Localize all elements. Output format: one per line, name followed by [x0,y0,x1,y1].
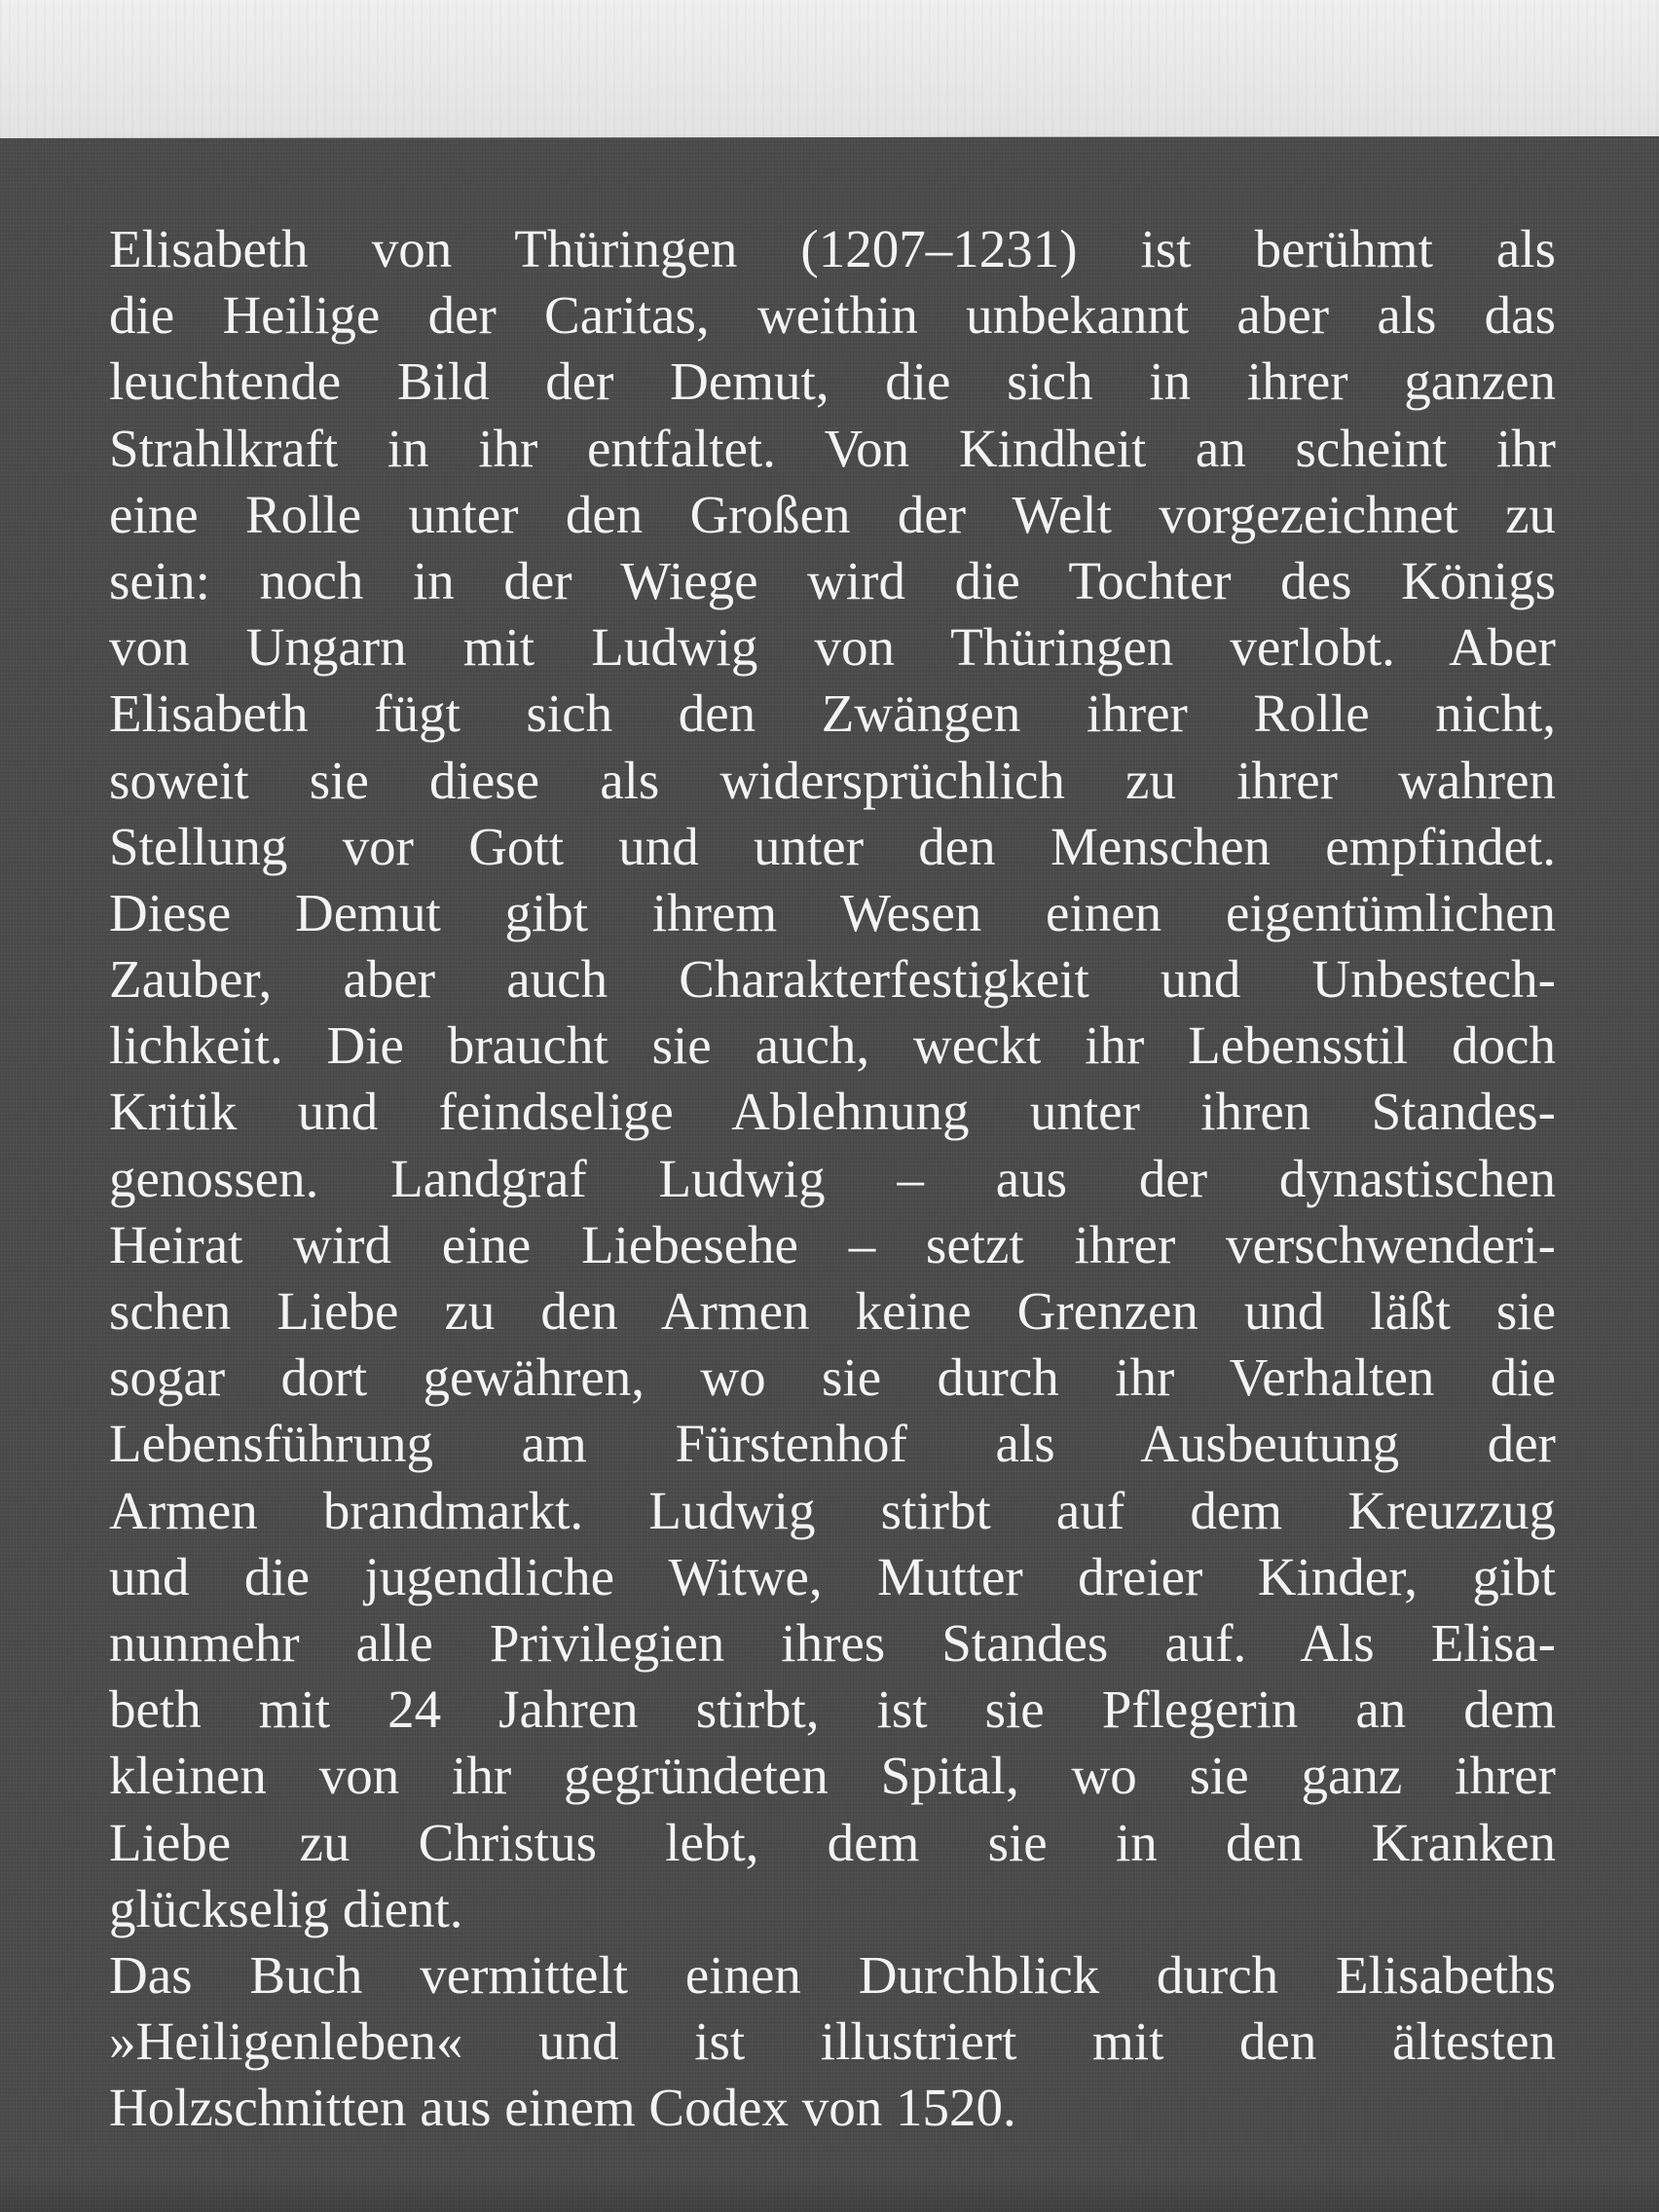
blurb-line: Kritik und feindselige Ablehnung unter ihren Standes- [109,1082,1556,1142]
blurb-line: Stellung vor Gott und unter den Menschen empfindet. [109,816,1556,876]
blurb-line: Zauber, aber auch Charakterfestigkeit und Unbestech- [109,949,1556,1010]
blurb-line: »Heiligenleben« und ist illustriert mit den ältesten [109,2011,1556,2072]
blurb-line: Armen brandmarkt. Ludwig stirbt auf dem Kreuzzug [109,1480,1556,1540]
blurb-line: von Ungarn mit Ludwig von Thüringen verlobt. Aber [109,617,1556,678]
blurb-line: Lebensführung am Fürstenhof als Ausbeutung der [109,1414,1556,1474]
blurb-text [109,216,1556,2141]
blurb-line: schen Liebe zu den Armen keine Grenzen und läßt sie [109,1281,1556,1341]
blurb-line: nunmehr alle Privilegien ihres Standes auf. Als Elisa- [109,1612,1556,1673]
blurb-line: Elisabeth von Thüringen (1207–1231) ist berühmt als [109,219,1556,278]
blurb-line: leuchtende Bild der Demut, die sich in ihrer ganzen [109,351,1556,412]
blurb-line: sogar dort gewähren, wo sie durch ihr Verhalten die [109,1347,1556,1408]
blurb-line: und die jugendliche Witwe, Mutter dreier Kinder, gibt [109,1546,1556,1606]
blurb-line: eine Rolle unter den Großen der Welt vorgezeichnet zu [109,484,1556,544]
blurb-line: sein: noch in der Wiege wird die Tochter des Königs [109,550,1556,610]
blurb-line: beth mit 24 Jahren stirbt, ist sie Pflegerin an dem [109,1679,1556,1740]
blurb-line: Liebe zu Christus lebt, dem sie in den Kranken [109,1812,1556,1872]
blurb-line: Heirat wird eine Liebesehe – setzt ihrer verschwenderi- [109,1214,1556,1274]
blurb-line: Das Buch vermittelt einen Durchblick durch Elisabeths [109,1944,1556,2005]
blurb-line: die Heilige der Caritas, weithin unbekannt aber als das [109,285,1556,346]
blurb-line: Elisabeth fügt sich den Zwängen ihrer Rolle nicht, [109,683,1556,744]
blurb-line: Diese Demut gibt ihrem Wesen einen eigentümlichen [109,882,1556,942]
blurb-line: soweit sie diese als widersprüchlich zu ihrer wahren [109,750,1556,810]
cover-bottom-shadow [0,2173,1659,2212]
blurb-line: genossen. Landgraf Ludwig – aus der dynastischen [109,1148,1556,1208]
underlying-page [0,0,1659,146]
blurb-line: glückselig dient. [109,1878,463,1938]
blurb-line: Strahlkraft in ihr entfaltet. Von Kindheit an scheint ihr [109,418,1556,478]
blurb-line: Holzschnitten aus einem Codex von 1520. [109,2078,1016,2138]
blurb-line: kleinen von ihr gegründeten Spital, wo sie ganz ihrer [109,1746,1556,1806]
blurb-line: lichkeit. Die braucht sie auch, weckt ihr Lebensstil doch [109,1015,1556,1076]
